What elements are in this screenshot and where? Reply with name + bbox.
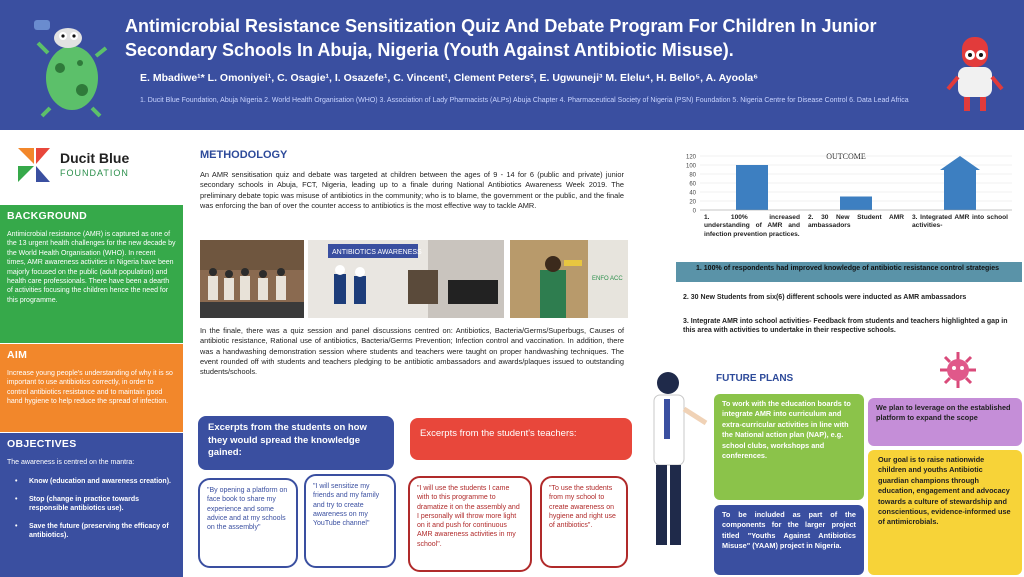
ducit-blue-logo [14,144,164,194]
outcome-bar-chart [666,148,1024,268]
pill-robot-icon [944,35,1004,120]
methodology-paragraph-2: In the finale, there was a quiz session and panel discussions centred on: Antibiotics, Bacteria/Germs/Superbugs, Causes of antibiotic resistance, Rational use of antibiotics, Bacteria/Germs Prevention; Infection control and vaccination. In addition, there was a handwashing demonstration session where students and teachers were taught on proper handwashing techniques. The event rounded off with students and teachers pledging to be antibiotic ambassadors and awards/plaques issued to outstanding students/schools. [200,326,624,377]
methodology-paragraph-1: An AMR sensitisation quiz and debate was targeted at children between the ages of 9 - 14 for 6 (public and private) junior secondary schools in Abuja, FCT, Nigeria, leading up to a finale during National Antibiotics Awareness Week 2019. The preliminary debate topic was misuse of antibiotics in the community; who is to blame, the government or the public, and the finale was enforcing the ban of over the counter access to antibiotics is the most effective way to tackle AMR. [200,170,624,210]
x-tick-label-text: 3. Integrated AMR into school activities- [912,214,1008,230]
objectives-section [0,433,183,577]
banner-text: ENFO ACC [592,276,623,282]
background-text: Antimicrobial resistance (AMR) is captured as one of the 13 urgent health challenges for the new decade by the World Health Organisation (WHO). In recent times, AMR awareness activities in Nigeria have been majorly focused on the public (adult population) and health care professionals. There have been a dearth of activities focusing the children hence the need for this programme. [7,231,176,304]
aim-title: AIM [7,349,28,361]
y-tick-label: 20 [689,199,696,206]
y-tick-label: 80 [689,172,696,179]
student-quote-bubble: "By opening a platform on face book to share my experience and some advice and at my schools on the assembly" [198,478,298,568]
poster-header [0,0,1024,130]
aim-section [0,344,183,432]
outcome-item-3: 3. Integrate AMR into school activities- Feedback from students and teachers highlighted a gap in this area with activities to undertake in their respective schools. [683,318,1008,334]
teacher-quote-bubble: "To use the students from my school to create awareness on hygiene and right use of antibiotics". [540,476,628,568]
future-plan-expand: We plan to leverage on the established platform to expand the scope [868,398,1022,446]
virus-icon [938,350,978,390]
teachers-excerpts-title: Excerpts from the student's teachers: [410,418,632,460]
logo-subtitle: FOUNDATION [60,168,129,178]
x-tick-label-text: 1. 100% increased understanding of AMR and infection prevention practices. [704,214,800,238]
x-tick-label [912,214,1008,266]
background-section [0,205,183,343]
aim-text: Increase young people's understanding of why it is so important to use antibiotics correctly, in order to control antibiotics resistance and to maintain good hand hygiene to help reduce the spread of infection. [7,370,173,406]
student-quote-bubble: "I will sensitize my friends and my family and try to create awareness on my YouTube channel" [304,474,396,568]
event-photo-1 [200,240,304,318]
chart-bar [940,156,980,210]
students-excerpts-title: Excerpts from the students on how they would spread the knowledge gained: [198,416,394,470]
poster-title [125,14,925,62]
background-title: BACKGROUND [7,210,87,222]
authors-line: E. Mbadiwe¹* L. Omoniyei¹, C. Osagie¹, I. Osazefe¹, C. Vincent¹, Clement Peters², E. Ugwuneji³ M. Elelu⁴, H. Bello⁵, A. Ayoola⁶ [140,72,759,84]
y-tick-label: 0 [692,208,696,215]
objectives-title: OBJECTIVES [7,438,77,450]
future-plans-title: FUTURE PLANS [716,373,794,384]
x-tick-label [808,214,904,266]
title-sub: (Youth Against Antibiotic Misuse). [443,40,734,60]
teacher-quote-bubble: "I will use the students I came with to this programme to dramatize it on the assembly and I personally will throw more light on it and push for continuous AMR awareness activities in my school". [408,476,532,572]
objective-item: • Save the future (preserving the efficacy of antibiotics). [7,522,176,541]
chart-title: OUTCOME [826,152,866,161]
doctor-illustration-icon [640,365,710,555]
x-tick-label-text: 2. 30 New Student AMR ambassadors [808,214,904,230]
chart-bar [840,197,872,211]
event-photo-3 [510,240,628,318]
bacteria-mascot-icon [30,8,110,118]
x-tick-label [704,214,800,266]
future-plan-yaam: To be included as part of the components for the larger project titled "Youths Against Antibiotics Misuse" (YAAM) project in Nigeria. [714,505,864,575]
affiliations-line: 1. Ducit Blue Foundation, Abuja Nigeria 2. World Health Organisation (WHO) 3. Association of Lady Pharmacists (ALPs) Abuja Chapter 4. Pharmaceutical Society of Nigeria (PSN) Foundation 5. Nigeria Centre for Disease Control 6. Data Lead Africa [140,97,909,104]
y-tick-label: 120 [685,154,696,161]
future-plan-goal: Our goal is to raise nationwide children and youths Antibiotic guardian champions through education, engagement and advocacy towards a culture of stewardship and conscientious, evidence-informed use of antimicrobials. [868,450,1022,575]
logo-mark-icon [14,144,54,186]
methodology-title: METHODOLOGY [200,149,288,161]
outcome-item-2: 2. 30 New Students from six(6) different schools were inducted as AMR ambassadors [683,294,967,301]
y-tick-label: 40 [689,190,696,197]
outcome-highlight: 1. 100% of respondents had improved knowledge of antibiotic resistance control strategies [676,262,1022,282]
y-tick-label: 100 [685,163,696,170]
objectives-list [7,477,176,540]
objective-item: • Stop (change in practice towards responsible antibiotics use). [7,495,176,514]
objective-item: • Know (education and awareness creation). [7,477,176,486]
banner-text: ANTIBIOTICS AWARENESS [332,249,422,256]
objectives-intro: The awareness is centred on the mantra: [7,459,135,466]
title-main: Antimicrobial Resistance Sensitization Quiz And Debate Program For Children In Junior Secondary Schools In Abuja, Nigeria [125,16,877,60]
chart-bar [736,165,768,210]
future-plan-curriculum: To work with the education boards to integrate AMR into curriculum and extra-curricular activities in line with the National action plan (NAP), e.g. school clubs, workshops and conferences. [714,394,864,500]
y-tick-label: 60 [689,181,696,188]
logo-name: Ducit Blue [60,150,130,166]
event-photo-2 [308,240,504,318]
